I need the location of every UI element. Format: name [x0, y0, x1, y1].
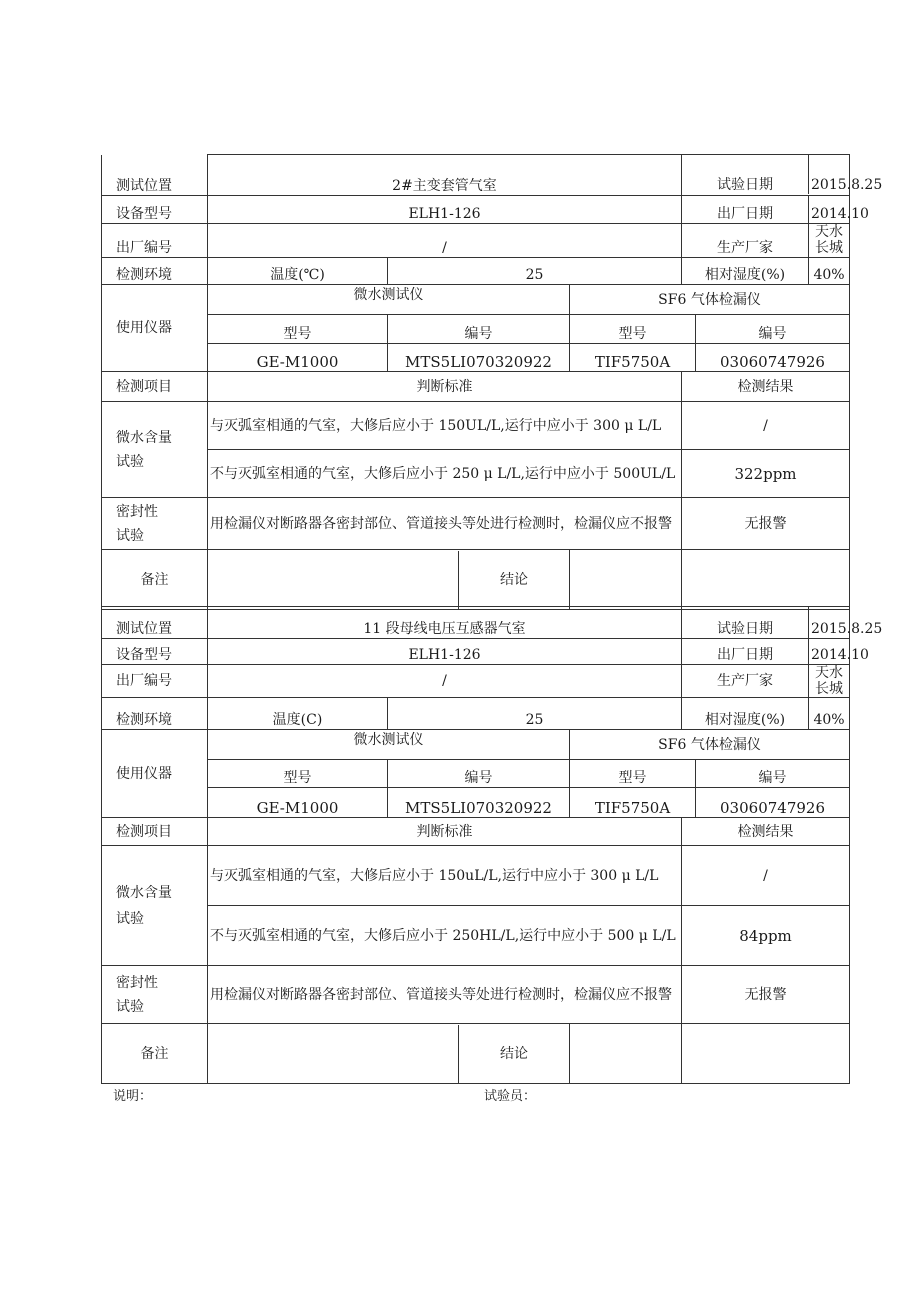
- leak-number-header: 编号: [696, 315, 850, 344]
- leak-detector-type: TIF5750A: [570, 788, 696, 818]
- criterion-nonarc: 不与灭弧室相通的气室，大修后应小于 250HL/L,运行中应小于 500 μ L/L: [208, 906, 682, 966]
- leak-detector-title: SF6 气体检漏仪: [570, 730, 850, 760]
- leak-detector-number: 03060747926: [696, 788, 850, 818]
- moisture-meter-number: MTS5LI070320922: [388, 344, 570, 372]
- moisture-number-header: 编号: [388, 760, 570, 788]
- moisture-test-label-line1: 微水含量: [116, 429, 172, 446]
- leak-type-header: 型号: [570, 315, 696, 344]
- criterion-nonarc: 不与灭弧室相通的气室，大修后应小于 250 μ L/L,运行中应小于 500UL/L: [208, 450, 682, 498]
- moisture-test-label-line2: 试验: [116, 453, 144, 470]
- manufacturer-label: 生产厂家: [682, 224, 809, 257]
- moisture-number-header: 编号: [388, 315, 570, 344]
- conclusion-value: [682, 1024, 850, 1084]
- humidity-value: 40%: [813, 267, 845, 283]
- seal-test-label-line2: 试验: [116, 527, 144, 544]
- seal-criterion: 用检漏仪对断路器各密封部位、管道接头等处进行检测时，检漏仪应不报警: [208, 498, 682, 550]
- location-label: 测试位置: [102, 607, 208, 639]
- test-date-label: 试验日期: [682, 607, 809, 638]
- moisture-meter-number: MTS5LI070320922: [388, 788, 570, 818]
- seal-test-label-line2: 试验: [116, 998, 144, 1015]
- model-value: ELH1-126: [208, 196, 682, 224]
- manufacturer-value: 天水长城: [815, 665, 844, 697]
- serial-label: 出厂编号: [102, 224, 208, 258]
- location-value: 2#主变套管气室: [208, 155, 682, 196]
- result-header: 检测结果: [682, 818, 850, 846]
- model-value: ELH1-126: [208, 639, 682, 665]
- criterion-arc: 与灭弧室相通的气室，大修后应小于 150uL/L,运行中应小于 300 μ L/L: [208, 846, 682, 906]
- temp-label: 温度(℃): [208, 258, 388, 285]
- env-label: 检测环境: [102, 698, 208, 730]
- temp-value: 25: [388, 698, 682, 730]
- criterion-header: 判断标准: [208, 818, 682, 846]
- temp-value: 25: [388, 258, 682, 285]
- test-record-table-2: [101, 606, 883, 1084]
- manufacturer-label: 生产厂家: [682, 665, 809, 697]
- humidity-value: 40%: [813, 712, 845, 728]
- moisture-meter-type: GE-M1000: [208, 344, 388, 372]
- result-nonarc: 322ppm: [682, 450, 850, 498]
- leak-number-header: 编号: [696, 760, 850, 788]
- seal-test-label: [102, 498, 208, 550]
- instrument-label: 使用仪器: [102, 730, 208, 818]
- location-value: 11 段母线电压互感器气室: [208, 607, 682, 639]
- seal-result: 无报警: [682, 498, 850, 550]
- test-date-value: 2015.8.25: [811, 621, 883, 637]
- serial-value: /: [208, 224, 682, 258]
- tester-label: 试验员：: [484, 1089, 537, 1104]
- serial-value: /: [208, 665, 682, 698]
- result-arc: /: [682, 846, 850, 906]
- env-label: 检测环境: [102, 258, 208, 285]
- leak-detector-title: SF6 气体检漏仪: [570, 285, 850, 315]
- conclusion-value: [682, 550, 850, 610]
- instrument-label: 使用仪器: [102, 285, 208, 372]
- humidity-label: 相对湿度(%): [682, 698, 809, 729]
- item-label: 检测项目: [102, 372, 208, 402]
- moisture-test-label: [102, 402, 208, 498]
- result-nonarc: 84ppm: [682, 906, 850, 966]
- moisture-test-label: [102, 846, 208, 966]
- test-record-table-1: [101, 154, 883, 610]
- remark-value: [208, 551, 459, 609]
- model-label: 设备型号: [102, 639, 208, 665]
- item-label: 检测项目: [102, 818, 208, 846]
- location-label: 测试位置: [102, 155, 208, 196]
- conclusion-label: 结论: [500, 1045, 528, 1062]
- humidity-label: 相对湿度(%): [682, 258, 809, 284]
- result-arc: /: [682, 402, 850, 450]
- note-label: 说明：: [113, 1089, 153, 1104]
- mfg-date-label: 出厂日期: [682, 196, 809, 223]
- remark-value: [208, 1025, 459, 1083]
- mfg-date-value: 2014.10: [811, 647, 869, 663]
- leak-type-header: 型号: [570, 760, 696, 788]
- mfg-date-value: 2014.10: [811, 206, 869, 222]
- result-header: 检测结果: [682, 372, 850, 402]
- moisture-meter-type: GE-M1000: [208, 788, 388, 818]
- seal-criterion: 用检漏仪对断路器各密封部位、管道接头等处进行检测时，检漏仪应不报警: [208, 966, 682, 1024]
- mfg-date-label: 出厂日期: [682, 639, 809, 664]
- seal-test-label: [102, 966, 208, 1024]
- moisture-test-label-line2: 试验: [116, 910, 144, 927]
- seal-test-label-line1: 密封性: [116, 503, 158, 520]
- temp-label: 温度(C): [208, 698, 388, 730]
- criterion-header: 判断标准: [208, 372, 682, 402]
- seal-test-label-line1: 密封性: [116, 974, 158, 991]
- criterion-arc: 与灭弧室相通的气室，大修后应小于 150UL/L,运行中应小于 300 μ L/L: [208, 402, 682, 450]
- moisture-test-label-line1: 微水含量: [116, 884, 172, 901]
- moisture-meter-title: 微水测试仪: [208, 730, 570, 760]
- test-date-value: 2015.8.25: [811, 177, 883, 193]
- remark-label: 备注: [102, 1024, 208, 1084]
- moisture-type-header: 型号: [208, 760, 388, 788]
- moisture-type-header: 型号: [208, 315, 388, 344]
- manufacturer-value: 天水长城: [815, 224, 843, 256]
- remark-label: 备注: [102, 550, 208, 610]
- moisture-meter-title: 微水测试仪: [208, 285, 570, 315]
- leak-detector-number: 03060747926: [696, 344, 850, 372]
- test-date-label: 试验日期: [682, 155, 809, 194]
- leak-detector-type: TIF5750A: [570, 344, 696, 372]
- model-label: 设备型号: [102, 196, 208, 224]
- seal-result: 无报警: [682, 966, 850, 1024]
- serial-label: 出厂编号: [102, 665, 208, 698]
- conclusion-label: 结论: [500, 571, 528, 588]
